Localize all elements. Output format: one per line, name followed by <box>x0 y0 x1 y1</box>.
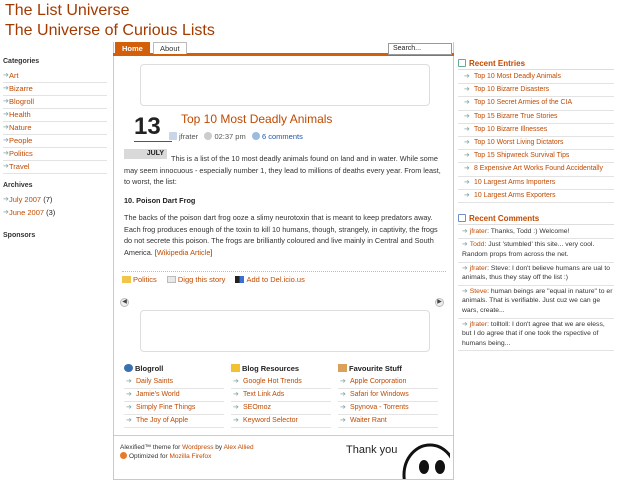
tab-home[interactable]: Home <box>115 42 150 54</box>
archive-count: (7) <box>43 195 53 204</box>
category-link[interactable]: People <box>9 136 33 145</box>
archive-link[interactable]: June 2007 <box>9 208 45 217</box>
arrow-icon: ➔ <box>462 241 468 249</box>
arrow-icon: ➔ <box>464 191 470 199</box>
archive-count: (3) <box>46 208 56 217</box>
comment-author-link[interactable]: Steve <box>469 287 488 295</box>
recent-entry[interactable] <box>458 111 614 124</box>
arrow-icon: ➔ <box>464 178 470 186</box>
previous-post-arrow-icon[interactable]: ◀ <box>120 298 129 307</box>
category-item[interactable] <box>3 122 107 135</box>
site-description: The Universe of Curious Lists <box>5 22 215 39</box>
post-intro-text: This is a list of the 10 most deadly animals found on land and in water. While some may seem innocuous - especially number 1, they lead to millions of deaths every year. From least, to worst, the list: <box>124 154 441 186</box>
comment-icon <box>458 214 466 222</box>
archive-link[interactable]: July 2007 <box>9 195 42 204</box>
post-comments-link[interactable]: 6 comments <box>261 132 303 141</box>
arrow-icon: ➔ <box>3 111 9 118</box>
list-item-body: The backs of the poison dart frog ooze a slimy neurotoxin that is meant to keep predators away. Each frog produces enough of the toxin to kill 10 humans, though, strangely, in captivity, the frogs do not secrete this poison. The frogs are brilliantly coloured and live mainly in Central and South America. [ <box>124 213 438 257</box>
footer-credits <box>120 443 254 461</box>
comment-text[interactable]: : Steve: I don't believe humans are ual to animals, thus they stay off the list :) <box>462 264 611 282</box>
recent-comments-heading-text: Recent Comments <box>469 213 540 223</box>
favourite-link[interactable]: Spynova - Torrents <box>350 404 409 411</box>
clock-icon <box>204 132 212 140</box>
favourite-link[interactable]: Safari for Windows <box>350 391 409 398</box>
recent-comment <box>458 286 614 319</box>
recent-entry-link[interactable]: Top 15 Shipwreck Survival Tips <box>474 152 570 160</box>
recent-comment <box>458 263 614 286</box>
footer-divider <box>114 435 453 436</box>
arrow-icon: ➔ <box>126 404 132 411</box>
main-content <box>113 42 454 480</box>
recent-entries-heading-text: Recent Entries <box>469 59 526 68</box>
pin-icon <box>124 364 133 372</box>
recent-entry-link[interactable]: Top 10 Bizarre Illnesses <box>474 125 548 133</box>
comment-author-link[interactable]: Todd <box>469 241 485 249</box>
arrow-icon: ➔ <box>464 165 470 173</box>
digg-link[interactable] <box>167 275 226 284</box>
resources-heading <box>231 363 331 376</box>
arrow-icon: ➔ <box>126 378 132 385</box>
arrow-icon: ➔ <box>233 391 239 398</box>
recent-entry[interactable] <box>458 71 614 84</box>
arrow-icon: ➔ <box>340 417 346 424</box>
recent-entry[interactable] <box>458 137 614 150</box>
digg-icon <box>167 276 176 283</box>
blogroll-item[interactable] <box>124 402 224 415</box>
blogroll-item[interactable] <box>124 376 224 389</box>
archive-list <box>3 194 107 220</box>
digg-link-text[interactable]: Digg this story <box>177 275 226 284</box>
arrow-icon: ➔ <box>464 86 470 94</box>
thank-you-text: Thank you <box>346 444 398 456</box>
resource-item[interactable] <box>231 389 331 402</box>
comment-icon <box>252 132 260 140</box>
site-title[interactable]: The List Universe <box>5 2 130 19</box>
archive-item[interactable] <box>3 207 107 220</box>
resource-link[interactable]: Google Hot Trends <box>243 378 302 385</box>
arrow-icon: ➔ <box>462 227 468 235</box>
recent-entry-link[interactable]: Top 10 Most Deadly Animals <box>474 73 561 80</box>
recent-entry-link[interactable]: 8 Expensive Art Works Found Accidentally <box>474 165 603 173</box>
arrow-icon: ➔ <box>464 112 470 120</box>
blogroll-heading <box>124 363 224 376</box>
firefox-link[interactable]: Mozilla Firefox <box>169 453 212 460</box>
category-item[interactable] <box>3 96 107 109</box>
favourite-item[interactable] <box>338 415 438 428</box>
document-icon <box>458 59 466 67</box>
recent-entries-list <box>458 71 614 203</box>
arrow-icon: ➔ <box>462 320 468 328</box>
wikipedia-link[interactable]: Wikipedia Article <box>156 247 211 257</box>
right-sidebar <box>458 58 614 351</box>
wordpress-link[interactable]: Wordpress <box>182 444 214 451</box>
favourite-item[interactable] <box>338 389 438 402</box>
resource-item[interactable] <box>231 402 331 415</box>
arrow-icon: ➔ <box>126 391 132 398</box>
post-author[interactable]: jfrater <box>179 132 199 141</box>
comment-text[interactable]: : tolltoll: I don't agree that we are eless, but I do agree that if one took the rspective of humans being... <box>462 320 605 347</box>
gift-icon <box>338 364 347 372</box>
favourite-stuff-section <box>338 363 438 428</box>
arrow-icon: ➔ <box>3 72 9 79</box>
tab-about[interactable]: About <box>153 42 187 54</box>
arrow-icon: ➔ <box>3 150 9 157</box>
recent-comments-list <box>458 226 614 352</box>
recent-entry-link[interactable]: Top 10 Bizarre Disasters <box>474 86 550 94</box>
arrow-icon: ➔ <box>464 152 470 160</box>
category-link[interactable]: Health <box>9 110 31 119</box>
mascot-face-icon <box>396 437 450 479</box>
sponsors-heading: Sponsors <box>3 232 36 239</box>
blogroll-item[interactable] <box>124 389 224 402</box>
next-post-arrow-icon[interactable]: ▶ <box>435 298 444 307</box>
resources-heading-text: Blog Resources <box>242 364 300 373</box>
arrow-icon: ➔ <box>340 378 346 385</box>
blogroll-heading-text: Blogroll <box>135 364 164 373</box>
post-date-day: 13 <box>134 113 161 140</box>
category-link[interactable]: Nature <box>9 123 32 132</box>
arrow-icon: ➔ <box>3 163 9 170</box>
ad-banner-top <box>140 64 430 106</box>
recent-entry-link[interactable]: Top 15 Bizarre True Stories <box>474 112 558 120</box>
arrow-icon: ➔ <box>464 99 470 107</box>
recent-entry-link[interactable]: Top 10 Worst Living Dictators <box>474 138 564 146</box>
search-input[interactable]: Search... <box>388 43 452 55</box>
category-list <box>3 70 107 174</box>
delicious-icon <box>235 276 244 283</box>
theme-text: Alexified™ theme for <box>120 444 183 451</box>
comment-text[interactable]: : Just 'stumbled' this site... very cool. Random props from across the net. <box>462 241 595 259</box>
arrow-icon: ➔ <box>126 417 132 424</box>
recent-entry[interactable] <box>458 150 614 163</box>
category-item[interactable] <box>3 83 107 96</box>
category-item[interactable] <box>3 161 107 174</box>
arrow-icon: ➔ <box>233 404 239 411</box>
post-title[interactable]: Top 10 Most Deadly Animals <box>181 112 333 126</box>
list-item-heading: 10. Poison Dart Frog <box>124 195 196 205</box>
post-meta <box>169 132 303 142</box>
resource-link[interactable]: Text Link Ads <box>243 391 285 398</box>
recent-entry[interactable] <box>458 97 614 110</box>
blog-resources-section <box>231 363 331 428</box>
firefox-icon <box>120 452 127 459</box>
date-divider <box>134 141 172 142</box>
arrow-icon: ➔ <box>3 209 9 216</box>
blogroll-link[interactable]: Simply Fine Things <box>136 404 196 411</box>
theme-author-link[interactable]: Alex Allied <box>223 444 254 451</box>
bracket-close: ] <box>210 247 213 257</box>
arrow-icon: ➔ <box>464 73 470 80</box>
category-item[interactable] <box>3 70 107 83</box>
category-link[interactable]: Blogroll <box>9 97 35 106</box>
post-time: 02:37 pm <box>214 132 246 141</box>
category-item[interactable] <box>3 109 107 122</box>
arrow-icon: ➔ <box>462 264 468 272</box>
resource-link[interactable]: Keyword Selector <box>243 417 298 424</box>
favourite-item[interactable] <box>338 376 438 389</box>
comment-author-link[interactable]: jfrater <box>469 264 488 272</box>
delicious-link[interactable] <box>235 275 304 284</box>
arrow-icon: ➔ <box>464 125 470 133</box>
arrow-icon: ➔ <box>464 138 470 146</box>
recent-entry-link[interactable]: 10 Largest Arms Importers <box>474 178 556 186</box>
favourite-link[interactable]: Waiter Rant <box>350 417 387 424</box>
author-icon <box>169 132 177 140</box>
recent-entry[interactable] <box>458 190 614 203</box>
arrow-icon: ➔ <box>462 287 468 295</box>
post-intro <box>124 153 442 188</box>
arrow-icon: ➔ <box>233 417 239 424</box>
post-body <box>124 153 442 258</box>
favourite-item[interactable] <box>338 402 438 415</box>
folder-icon <box>122 276 131 283</box>
comment-text[interactable]: : human beings are "equal in nature" to er animals. That is verifiable. Just cuz we can ge wars, create... <box>462 287 613 315</box>
archive-item[interactable] <box>3 194 107 207</box>
recent-entry[interactable] <box>458 163 614 176</box>
recent-comments-heading <box>458 213 614 225</box>
category-link[interactable]: Bizarre <box>9 84 33 93</box>
resource-link[interactable]: SEOmoz <box>243 404 272 411</box>
comment-text[interactable]: : Thanks, Todd :) Welcome! <box>487 227 570 235</box>
category-link[interactable]: Travel <box>9 162 30 171</box>
star-icon <box>231 364 240 372</box>
blogroll-section <box>124 363 224 428</box>
recent-comment <box>458 239 614 262</box>
recent-entry[interactable] <box>458 177 614 190</box>
blogroll-link[interactable]: Jamie's World <box>136 391 180 398</box>
arrow-icon: ➔ <box>340 391 346 398</box>
category-item[interactable] <box>3 148 107 161</box>
blogroll-item[interactable] <box>124 415 224 428</box>
resource-item[interactable] <box>231 376 331 389</box>
list-item-text <box>124 212 442 258</box>
arrow-icon: ➔ <box>233 378 239 385</box>
post-category[interactable] <box>122 275 157 284</box>
ad-banner-middle <box>140 310 430 352</box>
arrow-icon: ➔ <box>3 196 9 203</box>
post-category-link[interactable]: Politics <box>133 275 157 284</box>
post-footer <box>122 271 446 285</box>
category-link[interactable]: Art <box>9 71 19 80</box>
recent-entries-heading <box>458 58 614 70</box>
nav-tabs <box>113 42 454 56</box>
arrow-icon: ➔ <box>340 404 346 411</box>
blogroll-link[interactable]: Daily Saints <box>136 378 173 385</box>
recent-entry-link[interactable]: 10 Largest Arms Exporters <box>474 191 556 199</box>
recent-entry-link[interactable]: Top 10 Secret Armies of the CIA <box>474 99 573 107</box>
resource-item[interactable] <box>231 415 331 428</box>
favourites-heading <box>338 363 438 376</box>
recent-comment <box>458 226 614 240</box>
categories-heading: Categories <box>3 58 40 65</box>
favourites-heading-text: Favourite Stuff <box>349 364 402 373</box>
blogroll-link[interactable]: The Joy of Apple <box>136 417 189 424</box>
archives-heading: Archives <box>3 182 33 189</box>
left-sidebar <box>3 58 107 244</box>
recent-entry[interactable] <box>458 124 614 137</box>
comment-author-link[interactable]: jfrater <box>469 320 488 328</box>
recent-entry[interactable] <box>458 84 614 97</box>
arrow-icon: ➔ <box>3 98 9 105</box>
delicious-link-text[interactable]: Add to Del.icio.us <box>246 275 305 284</box>
optimized-text: Optimized for <box>129 453 170 460</box>
category-link[interactable]: Politics <box>9 149 33 158</box>
arrow-icon: ➔ <box>3 124 9 131</box>
category-item[interactable] <box>3 135 107 148</box>
by-text: by <box>213 444 224 451</box>
arrow-icon: ➔ <box>3 85 9 92</box>
favourite-link[interactable]: Apple Corporation <box>350 378 407 385</box>
post-date-month: JULY <box>124 149 167 159</box>
arrow-icon: ➔ <box>3 137 9 144</box>
recent-comment <box>458 319 614 352</box>
comment-author-link[interactable]: jfrater <box>469 227 488 235</box>
